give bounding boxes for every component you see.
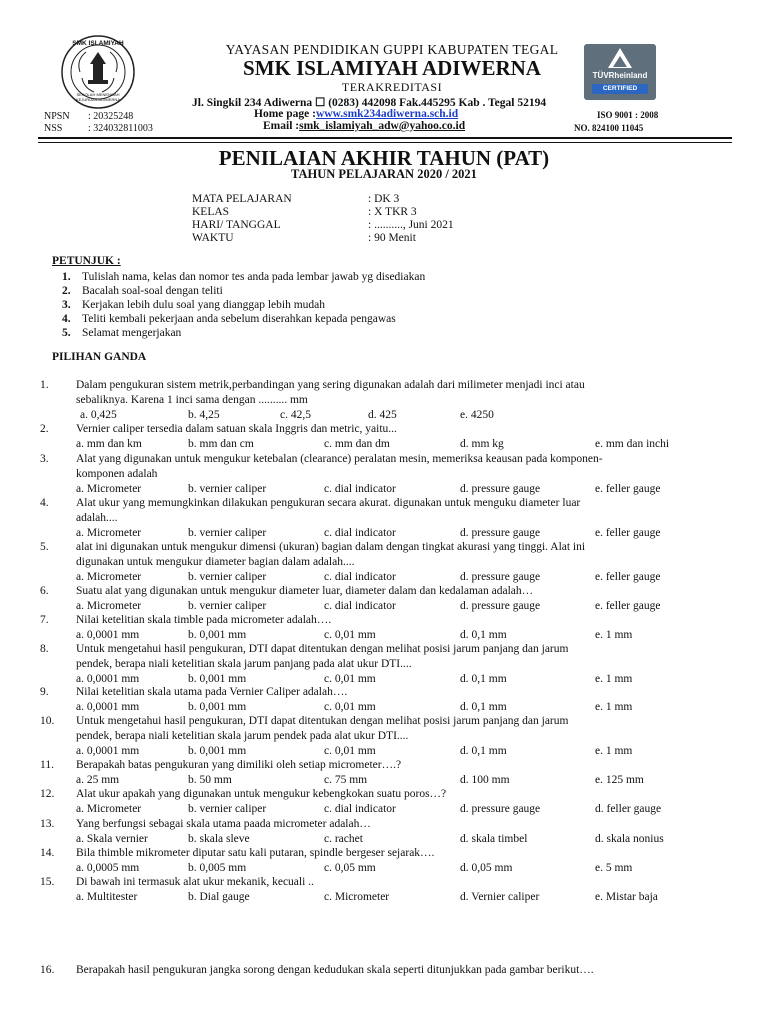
- question-text: Nilai ketelitian skala timble pada micrometer adalah….: [76, 614, 332, 626]
- answer-option[interactable]: d. 0,1 mm: [460, 744, 507, 757]
- answer-option[interactable]: a. 0,0001 mm: [76, 629, 140, 641]
- question-text: pendek, berapa niali ketelitian skala jarum panjang pada alat ukur DTI....: [76, 657, 412, 670]
- answer-option[interactable]: a. 0,0001 mm: [76, 744, 140, 757]
- answer-option[interactable]: d. 0,1 mm: [460, 701, 507, 713]
- question-text: Bila thimble mikrometer diputar satu kali putaran, spindle bergeser sejarak….: [76, 847, 435, 859]
- email-value: smk_islamiyah_adw@yahoo.co.id: [299, 120, 466, 132]
- info-label: HARI/ TANGGAL: [192, 219, 281, 231]
- info-label: KELAS: [192, 206, 230, 218]
- question-text: Di bawah ini termasuk alat ukur mekanik, kecuali ..: [76, 876, 314, 888]
- question-number: 16.: [40, 964, 55, 976]
- question-text: sebaliknya. Karena 1 inci sama dengan .......... mm: [76, 393, 308, 406]
- answer-option[interactable]: c. 0,01 mm: [324, 744, 376, 757]
- question-number: 5.: [40, 541, 49, 553]
- answer-option[interactable]: e. 1 mm: [595, 701, 633, 713]
- question-number: 15.: [40, 876, 55, 888]
- homepage-label: Home page :: [254, 108, 316, 120]
- info-value: : X TKR 3: [368, 206, 417, 218]
- answer-option[interactable]: c. rachet: [324, 833, 363, 845]
- answer-option[interactable]: b. vernier caliper: [188, 600, 267, 612]
- answer-option[interactable]: b. 50 mm: [188, 774, 232, 786]
- question-number: 10.: [40, 715, 55, 727]
- logo-top-text: SMK ISLAMIYAH: [72, 40, 124, 47]
- answer-option[interactable]: b. 0,001 mm: [188, 701, 247, 713]
- question-text: alat ini digunakan untuk mengukur dimensi (ukuran) bagian dalam dengan tingkat akurasi yang tinggi. Alat ini: [76, 541, 586, 553]
- instruction-number: 3.: [62, 299, 71, 311]
- answer-option[interactable]: b. 0,001 mm: [188, 629, 247, 641]
- question-number: 9.: [40, 686, 49, 698]
- info-value: : 90 Menit: [368, 232, 416, 244]
- instruction-item: Kerjakan lebih dulu soal yang dianggap lebih mudah: [82, 299, 326, 311]
- npsn-value: : 20325248: [88, 111, 134, 122]
- question-number: 3.: [40, 453, 49, 465]
- header-divider-thick: [38, 137, 732, 139]
- info-value: : .........., Juni 2021: [368, 219, 454, 231]
- homepage-line: [254, 108, 458, 120]
- answer-option[interactable]: b. vernier caliper: [188, 570, 267, 583]
- answer-option[interactable]: d. pressure gauge: [460, 482, 541, 495]
- question-text: Berapakah batas pengukuran yang dimiliki oleh setiap micrometer….?: [76, 759, 402, 771]
- question-number: 1.: [40, 379, 49, 391]
- answer-option[interactable]: a. 0,0005 mm: [76, 862, 140, 874]
- answer-option[interactable]: b. skala sleve: [188, 833, 250, 845]
- school-address: Jl. Singkil 234 Adiwerna ☐ (0283) 442098 Fak.445295 Kab . Tegal 52194: [192, 97, 547, 109]
- answer-option[interactable]: b. 0,001 mm: [188, 744, 247, 757]
- answer-option[interactable]: d. pressure gauge: [460, 526, 541, 539]
- question-text: Untuk mengetahui hasil pengukuran, DTI dapat ditentukan dengan melihat posisi jarum panjang dan jarum: [76, 715, 569, 727]
- answer-option[interactable]: d. 100 mm: [460, 774, 510, 786]
- instruction-item: Tulislah nama, kelas dan nomor tes anda pada lembar jawab yg disediakan: [82, 271, 426, 283]
- answer-option[interactable]: a. 25 mm: [76, 774, 120, 786]
- instruction-item: Bacalah soal-soal dengan teliti: [82, 285, 223, 297]
- instruction-item: Teliti kembali pekerjaan anda sebelum diserahkan kepada pengawas: [82, 313, 396, 325]
- answer-option[interactable]: b. vernier caliper: [188, 526, 267, 539]
- instruction-number: 4.: [62, 313, 71, 325]
- answer-option[interactable]: c. 75 mm: [324, 774, 368, 786]
- answer-option[interactable]: e. feller gauge: [595, 570, 661, 583]
- answer-option[interactable]: c. 0,01 mm: [324, 672, 376, 685]
- answer-option[interactable]: b. mm dan cm: [188, 438, 254, 450]
- instruction-item: Selamat mengerjakan: [82, 327, 182, 339]
- homepage-link[interactable]: www.smk234adiwerna.sch.id: [315, 108, 459, 120]
- question-text: Untuk mengetahui hasil pengukuran, DTI dapat ditentukan dengan melihat posisi jarum panjang dan jarum: [76, 643, 569, 655]
- answer-option[interactable]: c. dial indicator: [324, 570, 396, 583]
- answer-option[interactable]: b. 0,005 mm: [188, 862, 247, 874]
- question-text: Alat yang digunakan untuk mengukur ketebalan (clearance) peralatan mesin, memeriksa keausan pada komponen-: [76, 453, 603, 465]
- answer-option[interactable]: c. dial indicator: [324, 600, 396, 612]
- answer-option[interactable]: e. feller gauge: [595, 526, 661, 539]
- question-text: komponen adalah: [76, 467, 158, 480]
- answer-option[interactable]: a. Multitester: [76, 891, 138, 903]
- answer-option[interactable]: b. 4,25: [188, 408, 220, 421]
- question-number: 7.: [40, 614, 49, 626]
- instruction-number: 2.: [62, 285, 71, 297]
- question-text: Dalam pengukuran sistem metrik,perbandingan yang sering digunakan adalah dari milimeter menjadi inci atau: [76, 379, 585, 391]
- info-label: MATA PELAJARAN: [192, 193, 292, 205]
- question-number: 11.: [40, 759, 54, 771]
- question-text: digunakan untuk mengukur diameter bagian dalam adalah....: [76, 555, 355, 568]
- answer-option[interactable]: c. 0,01 mm: [324, 701, 376, 713]
- answer-option[interactable]: c. Micrometer: [324, 891, 390, 903]
- answer-option[interactable]: c. dial indicator: [324, 526, 396, 539]
- answer-option[interactable]: e. 4250: [460, 408, 494, 421]
- question-text: Vernier caliper tersedia dalam satuan skala Inggris dan metric, yaitu...: [76, 423, 397, 435]
- email-line: [263, 120, 465, 132]
- answer-option[interactable]: a. 0,0001 mm: [76, 701, 140, 713]
- answer-option[interactable]: c. dial indicator: [324, 803, 396, 815]
- certificate-number: NO. 824100 11045: [574, 123, 644, 133]
- answer-option[interactable]: d. feller gauge: [595, 803, 662, 815]
- answer-option[interactable]: a. mm dan km: [76, 438, 142, 450]
- answer-option[interactable]: a. 0,425: [80, 408, 117, 421]
- accreditation: TERAKREDITASI: [341, 80, 443, 94]
- answer-option[interactable]: e. feller gauge: [595, 482, 661, 495]
- exam-subtitle: TAHUN PELAJARAN 2020 / 2021: [291, 167, 477, 181]
- question-number: 2.: [40, 423, 49, 435]
- tuv-certification-logo: [584, 44, 656, 100]
- school-name: SMK ISLAMIYAH ADIWERNA: [243, 56, 541, 80]
- answer-option[interactable]: e. 125 mm: [595, 774, 644, 786]
- question-number: 8.: [40, 643, 49, 655]
- answer-option[interactable]: d. skala timbel: [460, 833, 528, 845]
- answer-option[interactable]: a. Micrometer: [76, 526, 142, 539]
- answer-option[interactable]: e. mm dan inchi: [595, 438, 670, 450]
- answer-option[interactable]: b. vernier caliper: [188, 803, 267, 815]
- answer-option[interactable]: b. vernier caliper: [188, 482, 267, 495]
- question-number: 13.: [40, 818, 55, 830]
- question-text: Yang berfungsi sebagai skala utama paada micrometer adalah…: [76, 818, 371, 830]
- answer-option[interactable]: c. mm dan dm: [324, 438, 390, 450]
- answer-option[interactable]: d. 0,1 mm: [460, 629, 507, 641]
- question-number: 14.: [40, 847, 55, 859]
- question-number: 4.: [40, 497, 49, 509]
- answer-option[interactable]: a. Micrometer: [76, 600, 142, 612]
- header-divider-thin: [38, 142, 732, 143]
- answer-option[interactable]: b. Dial gauge: [188, 891, 250, 903]
- answer-option[interactable]: d. pressure gauge: [460, 570, 541, 583]
- answer-option[interactable]: c. 0,05 mm: [324, 862, 376, 874]
- foundation-name: YAYASAN PENDIDIKAN GUPPI KABUPATEN TEGAL: [225, 42, 559, 57]
- answer-option[interactable]: c. dial indicator: [324, 482, 396, 495]
- iso-number: ISO 9001 : 2008: [597, 110, 659, 120]
- question-text: Berapakah hasil pengukuran jangka sorong dengan kedudukan skala seperti ditunjukkan pada gambar berikut….: [76, 964, 594, 976]
- answer-option[interactable]: a. 0,0001 mm: [76, 672, 140, 685]
- answer-option[interactable]: d. pressure gauge: [460, 803, 541, 815]
- answer-option[interactable]: e. Mistar baja: [595, 891, 658, 903]
- instruction-number: 5.: [62, 327, 71, 339]
- question-text: adalah....: [76, 511, 118, 524]
- question-text: Suatu alat yang digunakan untuk mengukur diameter luar, diameter dalam dan kedalaman adalah…: [76, 585, 534, 597]
- info-value: : DK 3: [368, 193, 400, 205]
- answer-option[interactable]: e. 1 mm: [595, 672, 633, 685]
- question-text: pendek, berapa niali ketelitian skala jarum pendek pada alat ukur DTI....: [76, 729, 409, 742]
- answer-option[interactable]: e. 5 mm: [595, 862, 633, 874]
- answer-option[interactable]: d. 425: [368, 408, 397, 421]
- section-title: PILIHAN GANDA: [52, 351, 147, 363]
- answer-option[interactable]: e. 1 mm: [595, 629, 633, 641]
- answer-option[interactable]: a. Micrometer: [76, 482, 142, 495]
- answer-option[interactable]: e. feller gauge: [595, 600, 661, 612]
- answer-option[interactable]: d. 0,05 mm: [460, 862, 513, 874]
- nss-value: : 324032811003: [88, 123, 153, 134]
- exam-title: PENILAIAN AKHIR TAHUN (PAT): [218, 146, 550, 170]
- email-label: Email :: [263, 120, 300, 132]
- instructions-title: PETUNJUK :: [52, 255, 121, 267]
- question-number: 6.: [40, 585, 49, 597]
- info-label: WAKTU: [192, 232, 234, 244]
- answer-option[interactable]: c. 0,01 mm: [324, 629, 376, 641]
- answer-option[interactable]: b. 0,001 mm: [188, 672, 247, 685]
- logo-ring-text: SEKOLAH MENENGAH KEJURUAN ADIWERNA: [75, 92, 120, 102]
- question-text: Alat ukur yang memungkinkan dilakukan pengukuran secara akurat. digunakan untuk menguku diameter luar: [76, 497, 581, 509]
- instruction-number: 1.: [62, 271, 71, 283]
- question-text: Alat ukur apakah yang digunakan untuk mengukur kebengkokan suatu poros…?: [76, 788, 447, 800]
- tuv-certified-badge: CERTIFIED: [592, 84, 648, 94]
- npsn-label: NPSN: [44, 111, 70, 122]
- question-number: 12.: [40, 788, 55, 800]
- tuv-brand: TÜVRheinland: [592, 71, 648, 80]
- answer-option[interactable]: d. Vernier caliper: [460, 891, 540, 903]
- answer-option[interactable]: a. Micrometer: [76, 803, 142, 815]
- answer-option[interactable]: a. Skala vernier: [76, 833, 148, 845]
- answer-option[interactable]: c. 42,5: [280, 408, 311, 421]
- answer-option[interactable]: d. skala nonius: [595, 833, 664, 845]
- answer-option[interactable]: d. pressure gauge: [460, 600, 541, 612]
- answer-option[interactable]: a. Micrometer: [76, 570, 142, 583]
- question-text: Nilai ketelitian skala utama pada Vernier Caliper adalah….: [76, 686, 348, 698]
- answer-option[interactable]: d. mm kg: [460, 438, 504, 450]
- nss-label: NSS: [44, 123, 63, 134]
- answer-option[interactable]: e. 1 mm: [595, 744, 633, 757]
- answer-option[interactable]: d. 0,1 mm: [460, 672, 507, 685]
